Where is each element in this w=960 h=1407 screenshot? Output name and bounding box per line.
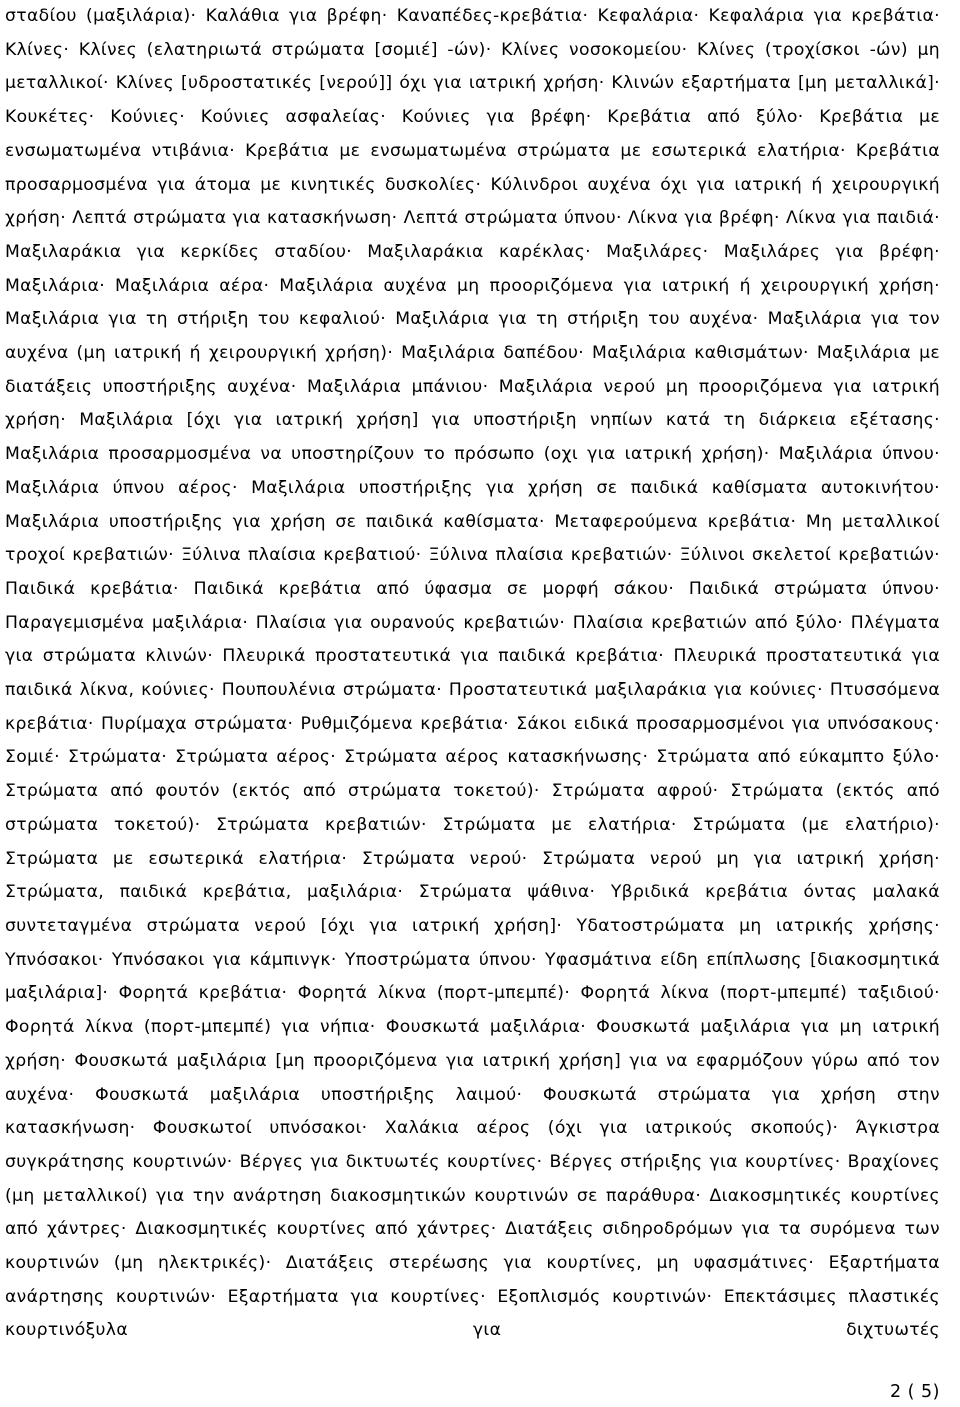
page-number: 2 ( 5) (889, 1382, 940, 1402)
document-page (5, 0, 940, 1407)
body-text: σταδίου (μαξιλάρια)· Καλάθια για βρέφη· Καναπέδες-κρεβάτια· Κεφαλάρια· Κεφαλάρια για κρεβάτια· Κλίνες· Κλίνες (ελατηριωτά στρώματα [σομιέ] -ών)· Κλίνες νοσοκομείου· Κλίνες (τροχίσκοι -ών) μη μεταλλικοί· Κλίνες [υδροστατικές [νερού]] όχι για ιατρική χρήση· Κλινών εξαρτήματα [μη μεταλλικά]· Κουκέτες· Κούνιες· Κούνιες ασφαλείας· Κούνιες για βρέφη· Κρεβάτια από ξύλο· Κρεβάτια με ενσωματωμένα ντιβάνια· Κρεβάτια με ενσωματωμένα στρώματα με εσωτερικά ελατήρια· Κρεβάτια προσαρμοσμένα για άτομα με κινητικές δυσκολίες· Κύλινδροι αυχένα όχι για ιατρική ή χειρουργική χρήση· Λεπτά στρώματα για κατασκήνωση· Λεπτά στρώματα ύπνου· Λίκνα για βρέφη· Λίκνα για παιδιά· Μαξιλαράκια για κερκίδες σταδίου· Μαξιλαράκια καρέκλας· Μαξιλάρες· Μαξιλάρες για βρέφη· Μαξιλάρια· Μαξιλάρια αέρα· Μαξιλάρια αυχένα μη προοριζόμενα για ιατρική ή χειρουργική χρήση· Μαξιλάρια για τη στήριξη του κεφαλιού· Μαξιλάρια για τη στήριξη του αυχένα· Μαξιλάρια για τον αυχένα (μη ιατρική ή χειρουργική χρήση)· Μαξιλάρια δαπέδου· Μαξιλάρια καθισμάτων· Μαξιλάρια με διατάξεις υποστήριξης αυχένα· Μαξιλάρια μπάνιου· Μαξιλάρια νερού μη προοριζόμενα για ιατρική χρήση· Μαξιλάρια [όχι για ιατρική χρήση] για υποστήριξη νηπίων κατά τη διάρκεια εξέτασης· Μαξιλάρια προσαρμοσμένα να υποστηρίζουν το πρόσωπο (οχι για ιατρική χρήση)· Μαξιλάρια ύπνου· Μαξιλάρια ύπνου αέρος· Μαξιλάρια υποστήριξης για χρήση σε παιδικά καθίσματα αυτοκινήτου· Μαξιλάρια υποστήριξης για χρήση σε παιδικά καθίσματα· Μεταφερούμενα κρεβάτια· Μη μεταλλικοί τροχοί κρεβατιών· Ξύλινα πλαίσια κρεβατιού· Ξύλινα πλαίσια κρεβατιών· Ξύλινοι σκελετοί κρεβατιών· Παιδικά κρεβάτια· Παιδικά κρεβάτια από ύφασμα σε μορφή σάκου· Παιδικά στρώματα ύπνου· Παραγεμισμένα μαξιλάρια· Πλαίσια για ουρανούς κρεβατιών· Πλαίσια κρεβατιών από ξύλο· Πλέγματα για στρώματα κλινών· Πλευρικά προστατευτικά για παιδικά κρεβάτια· Πλευρικά προστατευτικά για παιδικά λίκνα, κούνιες· Πουπουλένια στρώματα· Προστατευτικά μαξιλαράκια για κούνιες· Πτυσσόμενα κρεβάτια· Πυρίμαχα στρώματα· Ρυθμιζόμενα κρεβάτια· Σάκοι ειδικά προσαρμοσμένοι για υπνόσακους· Σομιέ· Στρώματα· Στρώματα αέρος· Στρώματα αέρος κατασκήνωσης· Στρώματα από εύκαμπτο ξύλο· Στρώματα από φουτόν (εκτός από στρώματα τοκετού)· Στρώματα αφρού· Στρώματα (εκτός από στρώματα τοκετού)· Στρώματα κρεβατιών· Στρώματα με ελατήρια· Στρώματα (με ελατήριο)· Στρώματα με εσωτερικά ελατήρια· Στρώματα νερού· Στρώματα νερού μη για ιατρική χρήση· Στρώματα, παιδικά κρεβάτια, μαξιλάρια· Στρώματα ψάθινα· Υβριδικά κρεβάτια όντας μαλακά συντεταγμένα στρώματα νερού [όχι για ιατρική χρήση]· Υδατοστρώματα μη ιατρικής χρήσης· Υπνόσακοι· Υπνόσακοι για κάμπινγκ· Υποστρώματα ύπνου· Υφασμάτινα είδη επίπλωσης [διακοσμητικά μαξιλάρια]· Φορητά κρεβάτια· Φορητά λίκνα (πορτ-μπεμπέ)· Φορητά λίκνα (πορτ-μπεμπέ) ταξιδιού· Φορητά λίκνα (πορτ-μπεμπέ) για νήπια· Φουσκωτά μαξιλάρια· Φουσκωτά μαξιλάρια για μη ιατρική χρήση· Φουσκωτά μαξιλάρια [μη προοριζόμενα για ιατρική χρήση] για να εφαρμόζουν γύρω από τον αυχένα· Φουσκωτά μαξιλάρια υποστήριξης λαιμού· Φουσκωτά στρώματα για χρήση στην κατασκήνωση· Φουσκωτοί υπνόσακοι· Χαλάκια αέρος (όχι για ιατρικούς σκοπούς)· Άγκιστρα συγκράτησης κουρτινών· Βέργες για δικτυωτές κουρτίνες· Βέργες στήριξης για κουρτίνες· Βραχίονες (μη μεταλλικοί) για την ανάρτηση διακοσμητικών κουρτινών σε παράθυρα· Διακοσμητικές κουρτίνες από χάντρες· Διακοσμητικές κουρτίνες από χάντρες· Διατάξεις σιδηροδρόμων για τα συρόμενα των κουρτινών (μη ηλεκτρικές)· Διατάξεις στερέωσης για κουρτίνες, μη υφασμάτινες· Εξαρτήματα ανάρτησης κουρτινών· Εξαρτήματα για κουρτίνες· Εξοπλισμός κουρτινών· Επεκτάσιμες πλαστικές κουρτινόξυλα για διχτυωτές (5, 6, 940, 1341)
